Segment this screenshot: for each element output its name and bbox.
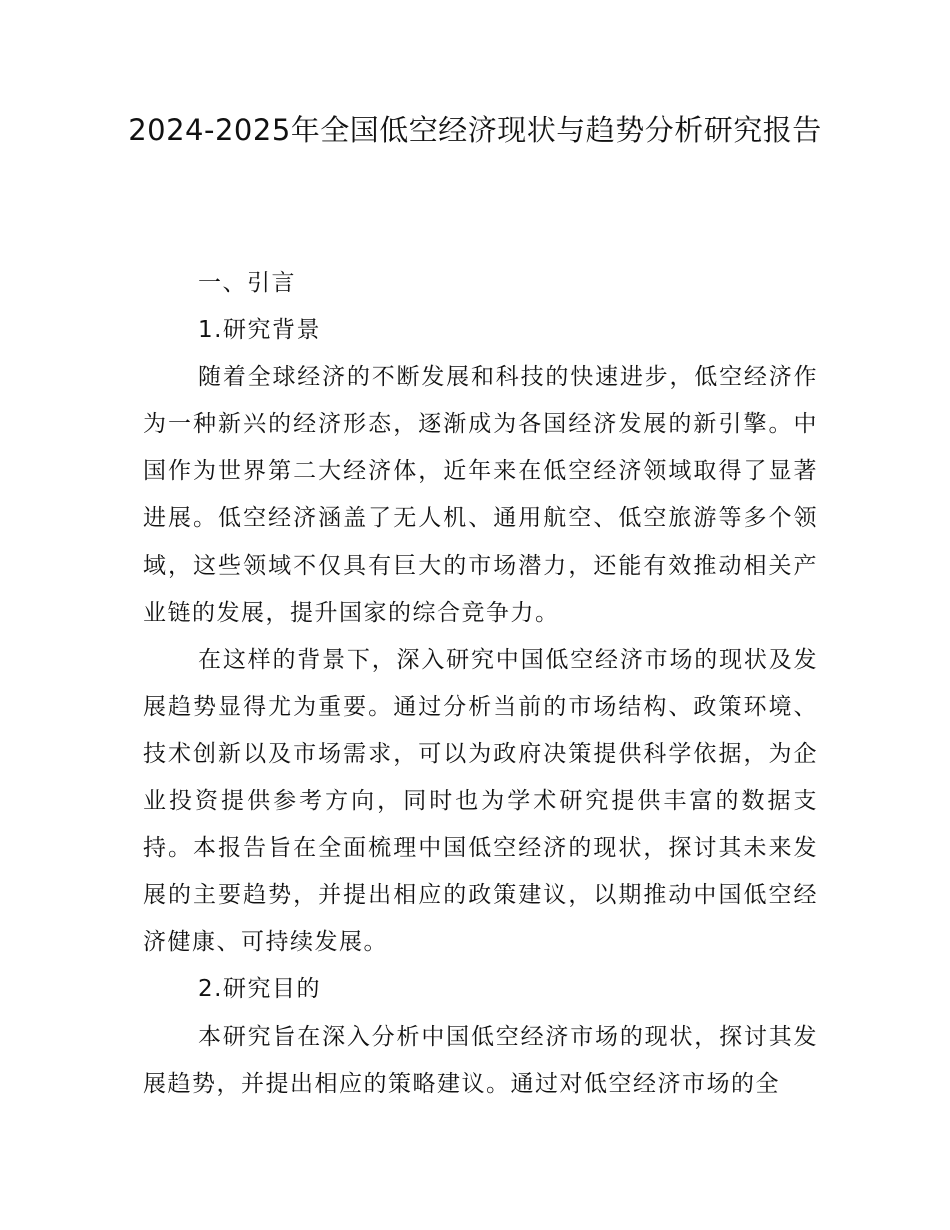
paragraph-purpose-1: 本研究旨在深入分析中国低空经济市场的现状，探讨其发展趋势，并提出相应的策略建议。通过对低空经济市场的全 bbox=[143, 1023, 818, 1097]
document-body bbox=[143, 260, 818, 1108]
section-heading-introduction: 一、引言 bbox=[198, 270, 296, 296]
document-title: 2024-2025年全国低空经济现状与趋势分析研究报告 bbox=[128, 113, 822, 147]
subsection-heading-purpose: 2.研究目的 bbox=[198, 976, 321, 1003]
paragraph-background-1: 随着全球经济的不断发展和科技的快速进步，低空经济作为一种新兴的经济形态，逐渐成为各国经济发展的新引擎。中国作为世界第二大经济体，近年来在低空经济领域取得了显著进展。低空经济涵盖了无人机、通用航空、低空旅游等多个领域，这些领域不仅具有巨大的市场潜力，还能有效推动相关产业链的发展，提升国家的综合竞争力。 bbox=[143, 364, 818, 626]
subsection-heading-background: 1.研究背景 bbox=[198, 317, 321, 344]
paragraph-background-2: 在这样的背景下，深入研究中国低空经济市场的现状及发展趋势显得尤为重要。通过分析当前的市场结构、政策环境、技术创新以及市场需求，可以为政府决策提供科学依据，为企业投资提供参考方向，同时也为学术研究提供丰富的数据支持。本报告旨在全面梳理中国低空经济的现状，探讨其未来发展的主要趋势，并提出相应的政策建议，以期推动中国低空经济健康、可持续发展。 bbox=[143, 646, 818, 956]
